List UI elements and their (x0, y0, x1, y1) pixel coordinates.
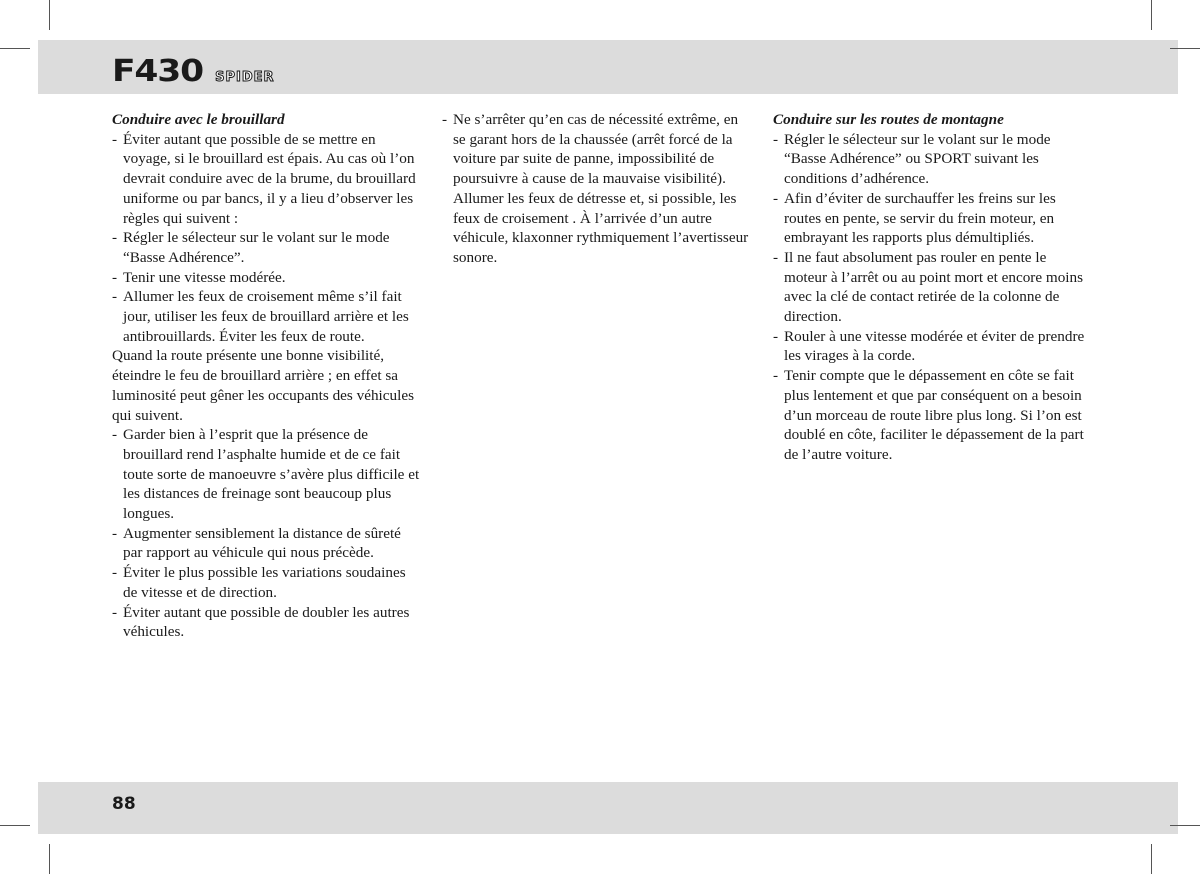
crop-mark (0, 825, 30, 826)
footer-band (38, 782, 1178, 834)
section-heading-mountain: Conduire sur les routes de montagne (773, 111, 1004, 128)
list-item: - Éviter autant que possible de doubler les autres véhicules. (112, 603, 410, 641)
list-item: - Garder bien à l’esprit que la présence de brouillard rend l’asphalte humide et de ce fait toute sorte de manoeuvre s’avère plus difficile et les distances de freinage sont beaucoup plus longues. (112, 426, 420, 523)
page-number: 88 (112, 794, 136, 814)
crop-mark (0, 48, 30, 49)
list-item: - Afin d’éviter de surchauffer les freins sur les routes en pente, se servir du frein moteur, en embrayant les rapports plus démultipliés. (773, 189, 1056, 247)
crop-mark (1151, 844, 1152, 874)
crop-mark (1170, 48, 1200, 49)
list-item: - Éviter autant que possible de se mettre en voyage, si le brouillard est épais. Au cas où l’on devrait conduire avec de la brume, du brouillard uniforme ou par bancs, il y a lieu d’observer les règles qui suivent : (112, 130, 416, 227)
list-item: - Régler le sélecteur sur le volant sur le mode “Basse Adhérence” ou SPORT suivant les conditions d’adhérence. (773, 130, 1051, 188)
list-item: - Allumer les feux de croisement même s’il fait jour, utiliser les feux de brouillard arrière et les antibrouillards. Éviter les feux de route. (112, 288, 409, 345)
column-left (112, 110, 422, 642)
list-item: - Régler le sélecteur sur le volant sur le mode “Basse Adhérence”. (112, 229, 390, 266)
list-item: - Augmenter sensiblement la distance de sûreté par rapport au véhicule qui nous précède. (112, 524, 401, 562)
crop-mark (49, 0, 50, 30)
crop-mark (1170, 825, 1200, 826)
logo-sub-text: SPIDER (215, 70, 275, 85)
list-item: - Éviter le plus possible les variations soudaines de vitesse et de direction. (112, 564, 406, 601)
column-right (773, 110, 1093, 465)
crop-mark (49, 844, 50, 874)
list-item: - Rouler à une vitesse modérée et éviter de prendre les virages à la corde. (773, 327, 1085, 365)
logo-main-text: F430 (112, 54, 203, 89)
crop-mark (1151, 0, 1152, 30)
model-logo (112, 54, 275, 89)
column-middle (442, 110, 752, 268)
list-item: - Tenir compte que le dépassement en côte se fait plus lentement et que par conséquent on a besoin d’un morceau de route libre plus long. Si l’on est doublé en côte, faciliter le dépassement de la part de l’autre voiture. (773, 367, 1084, 463)
list-item: - Il ne faut absolument pas rouler en pente le moteur à l’arrêt ou au point mort et encore moins avec la clé de contact retirée de la colonne de direction. (773, 248, 1084, 326)
paragraph: Quand la route présente une bonne visibilité, éteindre le feu de brouillard arrière ; en effet sa luminosité peut gêner les occupants des véhicules qui suivent. (112, 347, 414, 424)
list-item: - Ne s’arrêter qu’en cas de nécessité extrême, en se garant hors de la chaussée (arrêt forcé de la voiture par suite de panne, impossibilité de poursuivre à cause de la mauvaise visibilité). Allumer les feux de détresse et, si possible, les feux de croisement . À l’arrivée d’un autre véhicule, klaxonner rythmiquement l’avertisseur sonore. (442, 111, 749, 266)
list-item: - Tenir une vitesse modérée. (112, 268, 286, 286)
section-heading-fog: Conduire avec le brouillard (112, 111, 285, 128)
